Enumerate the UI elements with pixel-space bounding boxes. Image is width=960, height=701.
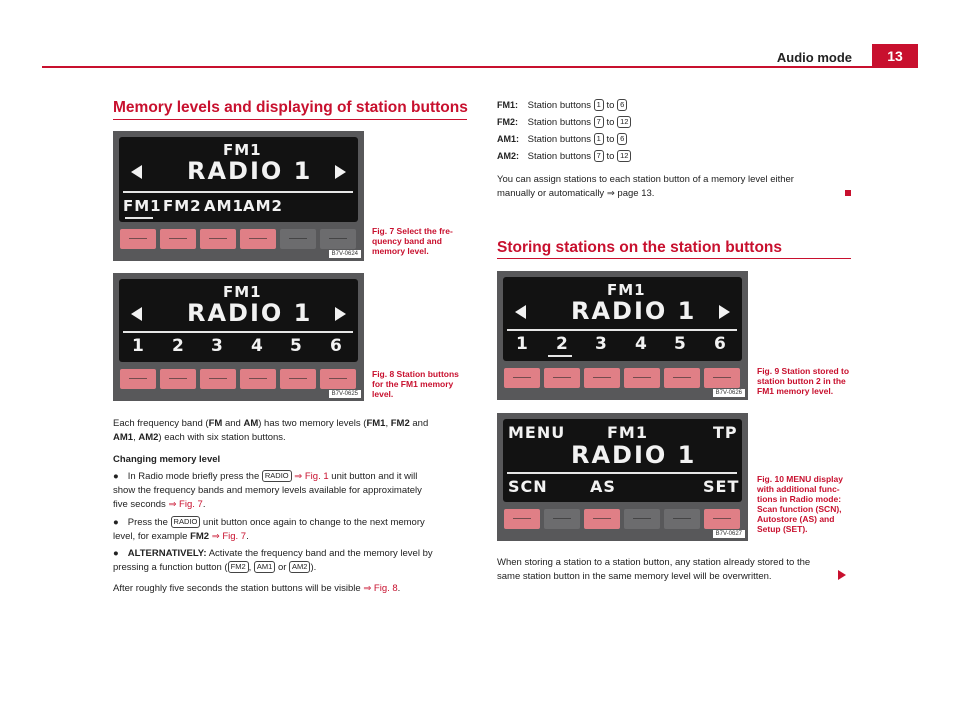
fig10-button-row xyxy=(504,509,740,529)
list-to: to xyxy=(606,134,615,145)
radio-key-2: RADIO xyxy=(171,516,201,528)
list-to: to xyxy=(606,100,615,111)
fig9-code: B7V-0626 xyxy=(713,389,745,397)
fig7-right-arrow-icon xyxy=(335,165,346,179)
list-to: to xyxy=(606,117,615,128)
fig7-left-arrow-icon xyxy=(131,165,142,179)
header-rule xyxy=(42,66,918,68)
para1-text-f: and xyxy=(409,418,429,429)
storing-line-2: same station button in the same memory level will be overwritten. xyxy=(497,571,772,582)
bullet-3-line-2b: ). xyxy=(310,562,317,573)
fig10-scn: SCN xyxy=(508,477,548,496)
bullet-2-line-2a: level, for example xyxy=(113,531,191,542)
fig8-number-6: 6 xyxy=(330,336,343,356)
fig7-button-4 xyxy=(240,229,276,249)
fig7-band-fm1: FM1 xyxy=(123,197,162,215)
para1-fm1: FM1 xyxy=(366,418,386,429)
para2-text-b: . xyxy=(397,583,401,594)
bullet-3-line-2a: pressing a function button ( xyxy=(113,562,228,573)
fig9-number-1: 1 xyxy=(516,334,529,354)
fig8-main-text: RADIO 1 xyxy=(187,299,313,327)
header-title: Audio mode xyxy=(776,50,852,65)
fig7-code: B7V-0624 xyxy=(329,250,361,258)
fig8-lcd xyxy=(119,279,358,362)
fig10-menu: MENU xyxy=(508,423,566,442)
fig8-band-label: FM1 xyxy=(223,283,262,301)
bullet-3-text-a: Activate the frequency band and the memory level by xyxy=(206,548,433,559)
bullet-2-fm2: FM2 xyxy=(190,531,210,542)
radio-key-1: RADIO xyxy=(262,470,292,482)
key-1: 1 xyxy=(594,133,604,145)
fig10-band-label: FM1 xyxy=(607,423,648,442)
right-heading-rule xyxy=(497,258,851,259)
fig10-button-3 xyxy=(584,509,620,529)
assign-line-1: You can assign stations to each station button of a memory level either xyxy=(497,174,794,185)
fig7-button-2 xyxy=(160,229,196,249)
figure-8-display xyxy=(113,273,364,401)
para1-text-e: , xyxy=(385,418,391,429)
key-12: 12 xyxy=(617,116,631,128)
list-label: AM2: xyxy=(497,151,519,161)
bullet-2-dot: ● xyxy=(113,517,119,528)
fig8-button-4 xyxy=(240,369,276,389)
fig10-caption: Fig. 10 MENU display with additional func- tions in Radio mode: Scan function (SCN), Autostore (AS) and Setup (SET). xyxy=(757,474,843,534)
fig8-button-5 xyxy=(280,369,316,389)
para1-text-g: , xyxy=(133,432,139,443)
fig10-button-5 xyxy=(664,509,700,529)
fig9-number-2: 2 xyxy=(556,334,569,354)
list-item xyxy=(497,97,631,114)
fig9-lcd xyxy=(503,277,742,361)
continue-arrow-icon xyxy=(838,570,846,580)
bullet-1-line-2: show the frequency bands and memory levels available for approximately xyxy=(113,485,422,496)
bullet-3-dot: ● xyxy=(113,548,119,559)
fig7-button-1 xyxy=(120,229,156,249)
fig7-lcd xyxy=(119,137,358,222)
fig10-as: AS xyxy=(590,477,616,496)
fig7-selection-underline xyxy=(125,217,153,219)
para1-text-c: and xyxy=(222,418,244,429)
bullet-2-text-a: Press the xyxy=(127,517,171,528)
fm2-key: FM2 xyxy=(228,561,249,573)
fig1-link[interactable]: ⇒ Fig. 1 xyxy=(294,471,329,482)
bullet-1-text-b: unit button and it will xyxy=(328,471,418,482)
list-item xyxy=(497,148,631,165)
right-section-heading: Storing stations on the station buttons xyxy=(497,239,783,256)
fig10-button-1 xyxy=(504,509,540,529)
fig8-button-2 xyxy=(160,369,196,389)
list-item xyxy=(497,114,631,131)
left-section-heading: Memory levels and displaying of station buttons xyxy=(113,99,468,116)
fig9-button-row xyxy=(504,368,740,388)
memory-levels-paragraph xyxy=(113,417,473,445)
bullet-1-text-a: In Radio mode briefly press the xyxy=(127,471,262,482)
key-7: 7 xyxy=(594,116,604,128)
fig9-button-6 xyxy=(704,368,740,388)
fig8-number-3: 3 xyxy=(211,336,224,356)
fig10-button-4 xyxy=(624,509,660,529)
para1-fm2: FM2 xyxy=(390,418,410,429)
fig10-divider xyxy=(507,472,737,474)
fig8-right-arrow-icon xyxy=(335,307,346,321)
fig7-band-am2: AM2 xyxy=(243,197,283,215)
para1-text-d: ) has two memory levels ( xyxy=(258,418,367,429)
para1-text-h: ) each with six station buttons. xyxy=(158,432,286,443)
list-text: Station buttons xyxy=(527,100,592,111)
list-label: FM1: xyxy=(497,100,518,110)
bullet-2 xyxy=(113,516,473,544)
para1-am1: AM1 xyxy=(113,432,134,443)
fig8-number-4: 4 xyxy=(251,336,264,356)
fig9-right-arrow-icon xyxy=(719,305,730,319)
fig7-link-2[interactable]: ⇒ Fig. 7 xyxy=(211,531,247,542)
fig10-button-2 xyxy=(544,509,580,529)
fig7-divider xyxy=(123,191,353,193)
bullet-1-line-3a: five seconds xyxy=(113,499,169,510)
fig9-caption: Fig. 9 Station stored to station button 2 in the FM1 memory level. xyxy=(757,366,850,396)
figure-10-display xyxy=(497,413,748,541)
fig10-lcd xyxy=(503,419,742,502)
fig8-button-6 xyxy=(320,369,356,389)
am2-key: AM2 xyxy=(289,561,310,573)
memory-level-list xyxy=(497,97,631,165)
section-end-marker xyxy=(845,190,851,196)
fig10-tp: TP xyxy=(713,423,738,442)
fig7-button-row xyxy=(120,229,356,249)
fig7-link-1[interactable]: ⇒ Fig. 7 xyxy=(168,499,203,510)
page-13-link[interactable]: ⇒ page 13. xyxy=(606,188,655,199)
fig9-button-3 xyxy=(584,368,620,388)
assign-stations-paragraph xyxy=(497,173,857,201)
fig9-button-4 xyxy=(624,368,660,388)
fig9-band-label: FM1 xyxy=(607,281,646,299)
storing-paragraph xyxy=(497,556,857,584)
fig7-band-am1: AM1 xyxy=(204,197,244,215)
bullet-3 xyxy=(113,547,473,575)
fig9-divider xyxy=(507,329,737,331)
key-1: 1 xyxy=(594,99,604,111)
list-label: AM1: xyxy=(497,134,519,144)
fig10-button-6 xyxy=(704,509,740,529)
fig7-button-3 xyxy=(200,229,236,249)
fig7-main-text: RADIO 1 xyxy=(187,157,313,185)
fig8-link[interactable]: ⇒ Fig. 8 xyxy=(363,583,398,594)
fig9-number-5: 5 xyxy=(674,334,687,354)
left-heading-rule xyxy=(113,119,467,120)
fig8-number-1: 1 xyxy=(132,336,145,356)
fig9-selection-underline xyxy=(548,355,572,357)
assign-line-2a: manually or automatically xyxy=(497,188,607,199)
fig8-number-5: 5 xyxy=(290,336,303,356)
para1-fm: FM xyxy=(208,418,223,429)
fig8-button-row xyxy=(120,369,356,389)
figure-7-display xyxy=(113,131,364,261)
changing-memory-subheading: Changing memory level xyxy=(113,454,221,465)
after-five-seconds-paragraph xyxy=(113,582,473,596)
para1-am: AM xyxy=(243,418,259,429)
fig7-band-label: FM1 xyxy=(223,141,262,159)
list-text: Station buttons xyxy=(527,151,592,162)
fig9-number-4: 4 xyxy=(635,334,648,354)
fig8-left-arrow-icon xyxy=(131,307,142,321)
fig8-button-1 xyxy=(120,369,156,389)
para1-text-a: Each frequency band ( xyxy=(113,418,209,429)
para2-text-a: After roughly five seconds the station buttons will be visible xyxy=(113,583,364,594)
storing-line-1: When storing a station to a station button, any station already stored to the xyxy=(497,557,811,568)
fig10-set: SET xyxy=(703,477,740,496)
list-label: FM2: xyxy=(497,117,518,127)
page-number: 13 xyxy=(872,44,918,68)
fig9-number-3: 3 xyxy=(595,334,608,354)
bullet-1 xyxy=(113,470,473,512)
am1-key: AM1 xyxy=(254,561,275,573)
key-6: 6 xyxy=(617,133,627,145)
fig9-main-text: RADIO 1 xyxy=(571,297,697,325)
para1-am2: AM2 xyxy=(138,432,159,443)
list-text: Station buttons xyxy=(527,134,592,145)
fig8-button-3 xyxy=(200,369,236,389)
fig9-left-arrow-icon xyxy=(515,305,526,319)
fig8-divider xyxy=(123,331,353,333)
fig8-code: B7V-0625 xyxy=(329,390,361,398)
list-item xyxy=(497,131,631,148)
bullet-1-dot: ● xyxy=(113,471,119,482)
bullet-2-text-b: unit button once again to change to the next memory xyxy=(200,517,425,528)
list-to: to xyxy=(606,151,615,162)
fig7-caption: Fig. 7 Select the fre- quency band and memory level. xyxy=(372,226,453,256)
fig10-code: B7V-0627 xyxy=(713,530,745,538)
fig10-main-text: RADIO 1 xyxy=(571,441,697,469)
bullet-1-line-3b: . xyxy=(202,499,206,510)
key-6: 6 xyxy=(617,99,627,111)
fig8-number-2: 2 xyxy=(172,336,185,356)
key-7: 7 xyxy=(594,150,604,162)
fig9-button-2 xyxy=(544,368,580,388)
fig9-button-1 xyxy=(504,368,540,388)
key-12: 12 xyxy=(617,150,631,162)
fig9-button-5 xyxy=(664,368,700,388)
fig7-band-fm2: FM2 xyxy=(163,197,202,215)
fig7-button-6 xyxy=(320,229,356,249)
list-text: Station buttons xyxy=(527,117,592,128)
figure-9-display xyxy=(497,271,748,400)
bullet-3-sep-2: or xyxy=(275,562,290,573)
fig8-caption: Fig. 8 Station buttons for the FM1 memory level. xyxy=(372,369,459,399)
bullet-3-sep-1: , xyxy=(248,562,254,573)
fig9-number-6: 6 xyxy=(714,334,727,354)
fig7-button-5 xyxy=(280,229,316,249)
bullet-2-line-2c: . xyxy=(246,531,249,542)
bullet-3-alternatively: ALTERNATIVELY: xyxy=(127,548,207,559)
